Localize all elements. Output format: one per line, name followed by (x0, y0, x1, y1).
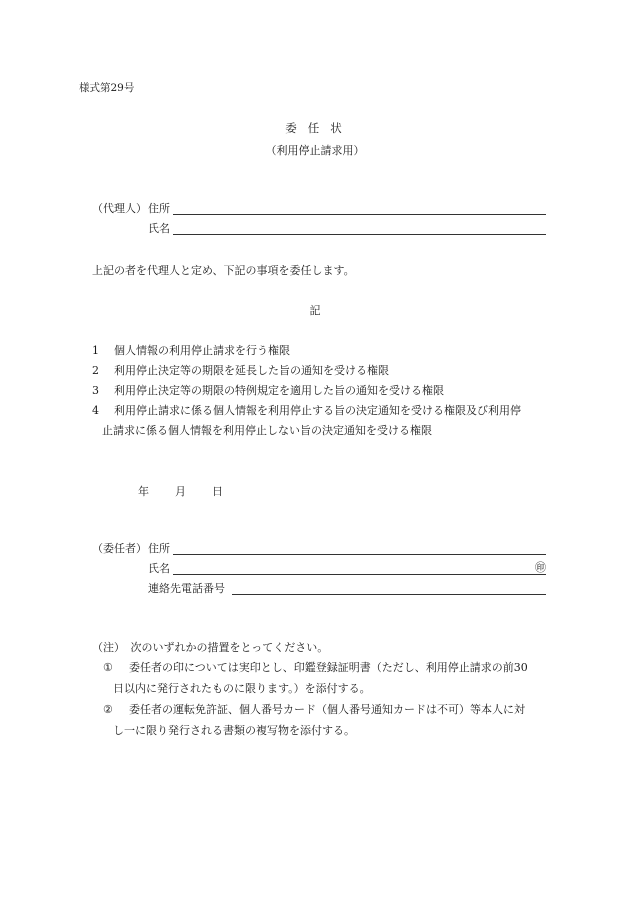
document-subtitle: （利用停止請求用） (265, 144, 365, 157)
note-text-continued: 日以内に発行されたものに限ります。）を添付する。 (113, 682, 371, 695)
item-text: 利用停止請求に係る個人情報を利用停止する旨の決定通知を受ける権限及び利用停 (114, 404, 521, 417)
list-item (92, 384, 444, 397)
principal-phone-label: 連絡先電話番号 (148, 582, 225, 595)
agent-address-line[interactable] (173, 201, 546, 215)
document-title: 委任状 (285, 121, 353, 135)
agent-name-line[interactable] (173, 221, 546, 235)
principal-address-line[interactable] (173, 541, 546, 555)
note-mark: ① (103, 661, 113, 674)
ki-heading: 記 (309, 304, 321, 317)
item-number: 3 (92, 384, 99, 397)
note-item (103, 661, 528, 674)
date-day: 日 (212, 485, 223, 498)
principal-label: （委任者） (92, 542, 147, 555)
item-number: 2 (92, 364, 99, 377)
agent-name-label: 氏名 (148, 222, 170, 235)
notes-heading: （注） 次のいずれかの措置をとってください。 (92, 641, 329, 654)
list-item (92, 364, 389, 377)
agent-address-label: 住所 (148, 202, 170, 215)
principal-address-label: 住所 (148, 542, 170, 555)
note-mark: ② (103, 703, 113, 716)
item-number: 1 (92, 344, 99, 357)
intro-text: 上記の者を代理人と定め、下記の事項を委任します。 (92, 264, 355, 277)
note-text: 委任者の運転免許証、個人番号カード（個人番号通知カードは不可）等本人に対 (129, 703, 525, 716)
note-text-continued: し一に限り発行される書類の複写物を添付する。 (113, 724, 355, 737)
agent-label: （代理人） (92, 202, 147, 215)
principal-name-line[interactable] (173, 561, 546, 575)
list-item (92, 404, 521, 417)
date-line (138, 485, 223, 498)
item-number: 4 (92, 404, 99, 417)
item-text-continued: 止請求に係る個人情報を利用停止しない旨の決定通知を受ける権限 (102, 424, 432, 437)
date-month: 月 (175, 485, 186, 498)
principal-name-label: 氏名 (148, 562, 170, 575)
note-item (103, 703, 525, 716)
item-text: 利用停止決定等の期限の特例規定を適用した旨の通知を受ける権限 (114, 384, 444, 397)
item-text: 個人情報の利用停止請求を行う権限 (114, 344, 290, 357)
list-item (92, 344, 290, 357)
principal-phone-line[interactable] (232, 581, 546, 595)
seal-mark: ㊞ (535, 561, 546, 574)
form-number: 様式第29号 (79, 82, 135, 94)
date-year: 年 (138, 485, 149, 498)
item-text: 利用停止決定等の期限を延長した旨の通知を受ける権限 (114, 364, 389, 377)
note-text: 委任者の印については実印とし、印鑑登録証明書（ただし、利用停止請求の前30 (129, 661, 528, 674)
